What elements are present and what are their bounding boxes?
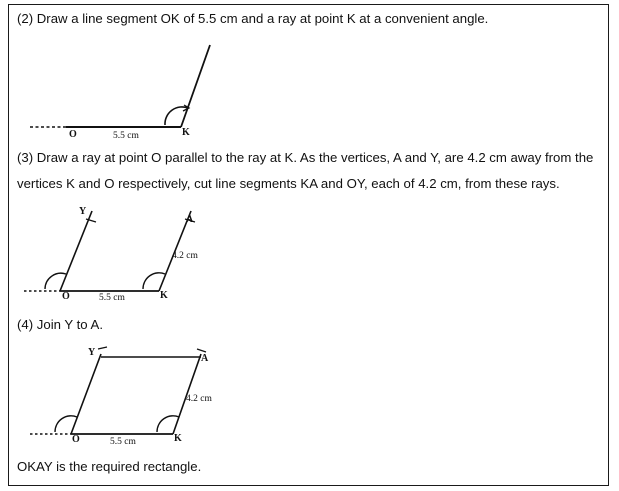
label-k: K	[182, 127, 190, 138]
label-o: O	[62, 291, 70, 302]
label-o: O	[69, 129, 77, 140]
step-3-line-2: vertices K and O respectively, cut line segments KA and OY, each of 4.2 cm, from these rays.	[17, 176, 560, 191]
step-2-text: (2) Draw a line segment OK of 5.5 cm and a ray at point K at a convenient angle.	[17, 11, 489, 26]
label-y: Y	[88, 347, 96, 358]
label-k: K	[160, 290, 168, 301]
length-ka: 4.2 cm	[186, 394, 212, 404]
arc-mark-a	[197, 349, 206, 352]
label-y: Y	[79, 206, 87, 217]
conclusion-text: OKAY is the required rectangle.	[17, 459, 202, 474]
label-a: A	[186, 214, 194, 225]
step-3-line-1: (3) Draw a ray at point O parallel to the ray at K. As the vertices, A and Y, are 4.2 cm away from the	[17, 150, 594, 165]
length-ok: 5.5 cm	[99, 293, 125, 303]
step-4-text: (4) Join Y to A.	[17, 317, 104, 332]
length-ok: 5.5 cm	[113, 131, 139, 141]
segment-oy	[71, 354, 101, 434]
angle-arc-o	[55, 416, 77, 432]
label-o: O	[72, 434, 80, 445]
length-ka: 4.2 cm	[172, 251, 198, 261]
arc-mark-y	[98, 347, 107, 349]
length-ok: 5.5 cm	[110, 437, 136, 447]
label-k: K	[174, 433, 182, 444]
label-a: A	[201, 353, 209, 364]
